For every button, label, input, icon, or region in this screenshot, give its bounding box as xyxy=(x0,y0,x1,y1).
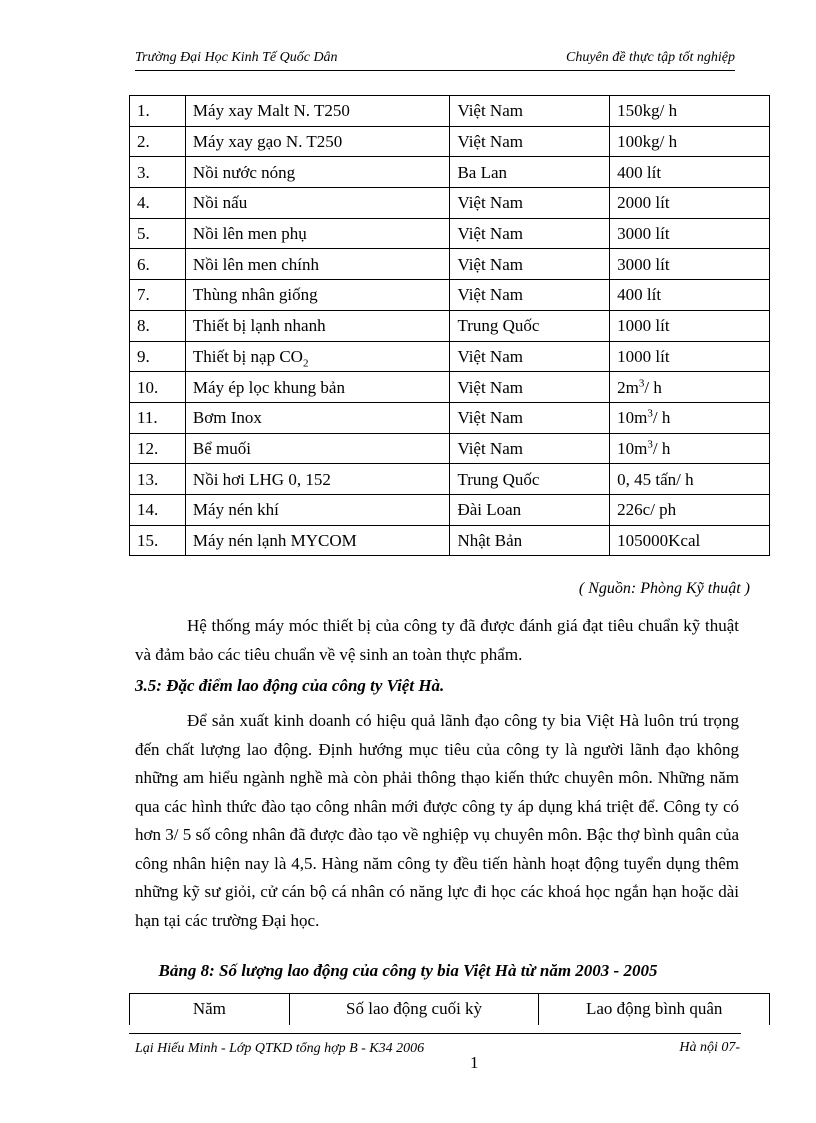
table-row xyxy=(130,433,770,464)
cell-origin xyxy=(450,433,610,464)
equipment-name: Nồi lên men chính xyxy=(192,254,319,274)
row-number: 14. xyxy=(137,500,159,520)
paragraph-text: Hệ thống máy móc thiết bị của công ty đã được đánh giá đạt tiêu chuẩn kỹ thuật và đảm bảo các tiêu chuẩn về vệ sinh an toàn thực phẩm. xyxy=(135,616,739,664)
equipment-name: Nồi nước nóng xyxy=(192,162,296,182)
cell-number xyxy=(130,218,186,249)
row-number: 1. xyxy=(137,101,150,121)
cell-name xyxy=(185,126,450,157)
equipment-table xyxy=(129,95,770,556)
equipment-capacity: 2000 lít xyxy=(617,193,670,213)
cell-number xyxy=(130,280,186,311)
cell-name xyxy=(185,433,450,464)
cell-origin xyxy=(450,218,610,249)
equipment-name: Thiết bị lạnh nhanh xyxy=(192,316,326,336)
cell-name xyxy=(185,218,450,249)
cell-origin xyxy=(450,157,610,188)
row-number: 7. xyxy=(137,285,150,305)
cell-origin xyxy=(450,280,610,311)
cell-capacity xyxy=(610,372,770,403)
row-number: 8. xyxy=(137,316,150,336)
cell-capacity xyxy=(610,341,770,372)
equipment-capacity: 0, 45 tấn/ h xyxy=(617,469,694,489)
table-row xyxy=(130,310,770,341)
row-number: 11. xyxy=(137,408,158,428)
equipment-name: Bể muối xyxy=(192,438,252,458)
capacity-unit: / h xyxy=(644,377,662,397)
equipment-capacity: 1000 lít xyxy=(617,346,670,366)
cell-origin xyxy=(450,188,610,219)
equipment-capacity: 10m xyxy=(617,408,648,428)
cell-capacity xyxy=(610,218,770,249)
table-row xyxy=(130,372,770,403)
cell-number xyxy=(130,188,186,219)
superscript: 3 xyxy=(647,407,653,420)
cell-number xyxy=(130,402,186,433)
equipment-capacity: 10m xyxy=(617,438,648,458)
cell-name xyxy=(185,341,450,372)
cell-origin xyxy=(450,96,610,127)
row-number: 3. xyxy=(137,162,150,182)
equipment-origin: Ba Lan xyxy=(457,162,508,182)
table-row xyxy=(130,464,770,495)
equipment-origin: Việt Nam xyxy=(457,438,523,458)
footer-left-text: Lại Hiếu Minh - Lớp QTKD tổng hợp B - K34 2006 xyxy=(135,1041,425,1056)
equipment-name: Nồi hơi LHG 0, 152 xyxy=(192,469,331,489)
subscript: 2 xyxy=(302,357,309,370)
cell-number xyxy=(130,126,186,157)
cell-number xyxy=(130,341,186,372)
equipment-origin: Nhật Bản xyxy=(457,530,523,550)
equipment-capacity: 3000 lít xyxy=(617,254,670,274)
cell-name xyxy=(185,96,450,127)
cell-number xyxy=(130,372,186,403)
equipment-name: Máy ép lọc khung bản xyxy=(192,377,345,397)
cell-capacity xyxy=(610,280,770,311)
cell-capacity xyxy=(610,310,770,341)
equipment-capacity: 226c/ ph xyxy=(617,500,677,520)
cell-capacity xyxy=(610,188,770,219)
equipment-capacity: 400 lít xyxy=(617,162,662,182)
table-row xyxy=(130,402,770,433)
equipment-name: Máy nén khí xyxy=(192,500,279,520)
cell-origin xyxy=(450,525,610,556)
equipment-capacity: 100kg/ h xyxy=(617,132,678,152)
equipment-origin: Trung Quốc xyxy=(457,469,540,489)
equipment-name: Máy nén lạnh MYCOM xyxy=(192,530,357,550)
equipment-name: Nồi lên men phụ xyxy=(192,224,307,244)
cell-name xyxy=(185,310,450,341)
equipment-origin: Việt Nam xyxy=(457,101,523,121)
table-row xyxy=(130,280,770,311)
cell-capacity xyxy=(610,157,770,188)
cell-number xyxy=(130,433,186,464)
table-row xyxy=(130,126,770,157)
cell-number xyxy=(130,157,186,188)
cell-name xyxy=(185,402,450,433)
cell-origin xyxy=(450,249,610,280)
equipment-name: Thùng nhân giống xyxy=(192,285,318,305)
equipment-name: Thiết bị nạp CO xyxy=(192,346,303,366)
equipment-capacity: 150kg/ h xyxy=(617,101,678,121)
cell-number xyxy=(130,464,186,495)
equipment-capacity: 3000 lít xyxy=(617,224,670,244)
cell-number xyxy=(130,249,186,280)
capacity-unit: / h xyxy=(652,438,671,458)
footer-divider xyxy=(129,1033,741,1034)
cell-name xyxy=(185,249,450,280)
labor-table xyxy=(129,993,770,1025)
cell-capacity xyxy=(610,433,770,464)
column-header-year: Năm xyxy=(130,994,290,1025)
equipment-origin: Việt Nam xyxy=(457,408,523,428)
table-row xyxy=(130,188,770,219)
row-number: 5. xyxy=(137,224,150,244)
cell-number xyxy=(130,310,186,341)
cell-capacity xyxy=(610,126,770,157)
row-number: 4. xyxy=(137,193,150,213)
equipment-origin: Việt Nam xyxy=(457,193,523,213)
table-row xyxy=(130,157,770,188)
equipment-capacity: 105000Kcal xyxy=(617,530,701,550)
page-header xyxy=(135,50,735,71)
cell-capacity xyxy=(610,402,770,433)
row-number: 6. xyxy=(137,254,150,274)
equipment-name: Nồi nấu xyxy=(192,193,248,213)
superscript: 3 xyxy=(638,376,645,389)
equipment-capacity: 1000 lít xyxy=(617,316,670,336)
table-caption: Bảng 8: Số lượng lao động của công ty bia Việt Hà từ năm 2003 - 2005 xyxy=(158,961,658,980)
row-number: 9. xyxy=(137,346,150,366)
cell-origin xyxy=(450,310,610,341)
cell-origin xyxy=(450,372,610,403)
table-row xyxy=(130,341,770,372)
paragraph-labor xyxy=(135,707,739,935)
capacity-unit: / h xyxy=(652,408,671,428)
row-number: 10. xyxy=(137,377,159,397)
header-left-text: Trường Đại Học Kinh Tế Quốc Dân xyxy=(135,50,338,65)
row-number: 12. xyxy=(137,438,159,458)
column-header-end-count: Số lao động cuối kỳ xyxy=(289,994,539,1025)
equipment-origin: Việt Nam xyxy=(457,346,523,366)
cell-origin xyxy=(450,464,610,495)
table-row xyxy=(130,218,770,249)
cell-origin xyxy=(450,126,610,157)
cell-name xyxy=(185,494,450,525)
cell-name xyxy=(185,280,450,311)
equipment-origin: Việt Nam xyxy=(457,377,523,397)
equipment-name: Máy xay gạo N. T250 xyxy=(192,132,343,152)
cell-origin xyxy=(450,341,610,372)
equipment-origin: Đài Loan xyxy=(457,500,522,520)
equipment-origin: Việt Nam xyxy=(457,254,523,274)
cell-name xyxy=(185,464,450,495)
cell-capacity xyxy=(610,96,770,127)
table-row xyxy=(130,494,770,525)
table-row xyxy=(130,525,770,556)
cell-capacity xyxy=(610,464,770,495)
cell-name xyxy=(185,188,450,219)
cell-number xyxy=(130,525,186,556)
equipment-origin: Việt Nam xyxy=(457,224,523,244)
page-number: 1 xyxy=(470,1053,479,1072)
cell-capacity xyxy=(610,249,770,280)
paragraph-equipment-summary xyxy=(135,612,739,669)
table-header-row xyxy=(130,994,770,1025)
equipment-name: Bơm Inox xyxy=(192,408,262,428)
footer-right-text: Hà nội 07- xyxy=(679,1040,740,1055)
cell-name xyxy=(185,157,450,188)
superscript: 3 xyxy=(647,438,653,451)
row-number: 15. xyxy=(137,530,159,550)
row-number: 13. xyxy=(137,469,159,489)
table-row xyxy=(130,96,770,127)
row-number: 2. xyxy=(137,132,150,152)
paragraph-text: Để sản xuất kinh doanh có hiệu quả lãnh đạo công ty bia Việt Hà luôn trú trọng đến chất lượng lao động. Định hướng mục tiêu của công ty là người lãnh đạo không những am hiểu ngành nghề mà còn phải thông thạo kiến thức chuyên môn. Những năm qua các hình thức đào tạo công nhân mới được công ty áp dụng khá triệt để. Công ty có hơn 3/ 5 số công nhân đã được đào tạo về nghiệp vụ chuyên môn. Bậc thợ bình quân của công nhân hiện nay là 4,5. Hàng năm công ty đều tiến hành hoạt động tuyển dụng thêm những kỹ sư giỏi, cử cán bộ cá nhân có năng lực đi học các khoá học ngắn hạn hoặc dài hạn tại các trường Đại học. xyxy=(135,711,739,930)
column-header-average: Lao động bình quân xyxy=(539,994,770,1025)
cell-name xyxy=(185,372,450,403)
cell-origin xyxy=(450,494,610,525)
equipment-origin: Việt Nam xyxy=(457,132,523,152)
equipment-origin: Trung Quốc xyxy=(457,316,540,336)
equipment-capacity: 400 lít xyxy=(617,285,662,305)
cell-origin xyxy=(450,402,610,433)
equipment-name: Máy xay Malt N. T250 xyxy=(192,101,350,121)
table-row xyxy=(130,249,770,280)
cell-name xyxy=(185,525,450,556)
source-note: ( Nguồn: Phòng Kỹ thuật ) xyxy=(578,580,750,597)
cell-capacity xyxy=(610,525,770,556)
cell-number xyxy=(130,494,186,525)
cell-number xyxy=(130,96,186,127)
section-heading: 3.5: Đặc điểm lao động của công ty Việt Hà. xyxy=(135,676,445,695)
cell-capacity xyxy=(610,494,770,525)
equipment-capacity: 2m xyxy=(617,377,639,397)
header-right-text: Chuyên đề thực tập tốt nghiệp xyxy=(566,50,735,65)
equipment-origin: Việt Nam xyxy=(457,285,523,305)
